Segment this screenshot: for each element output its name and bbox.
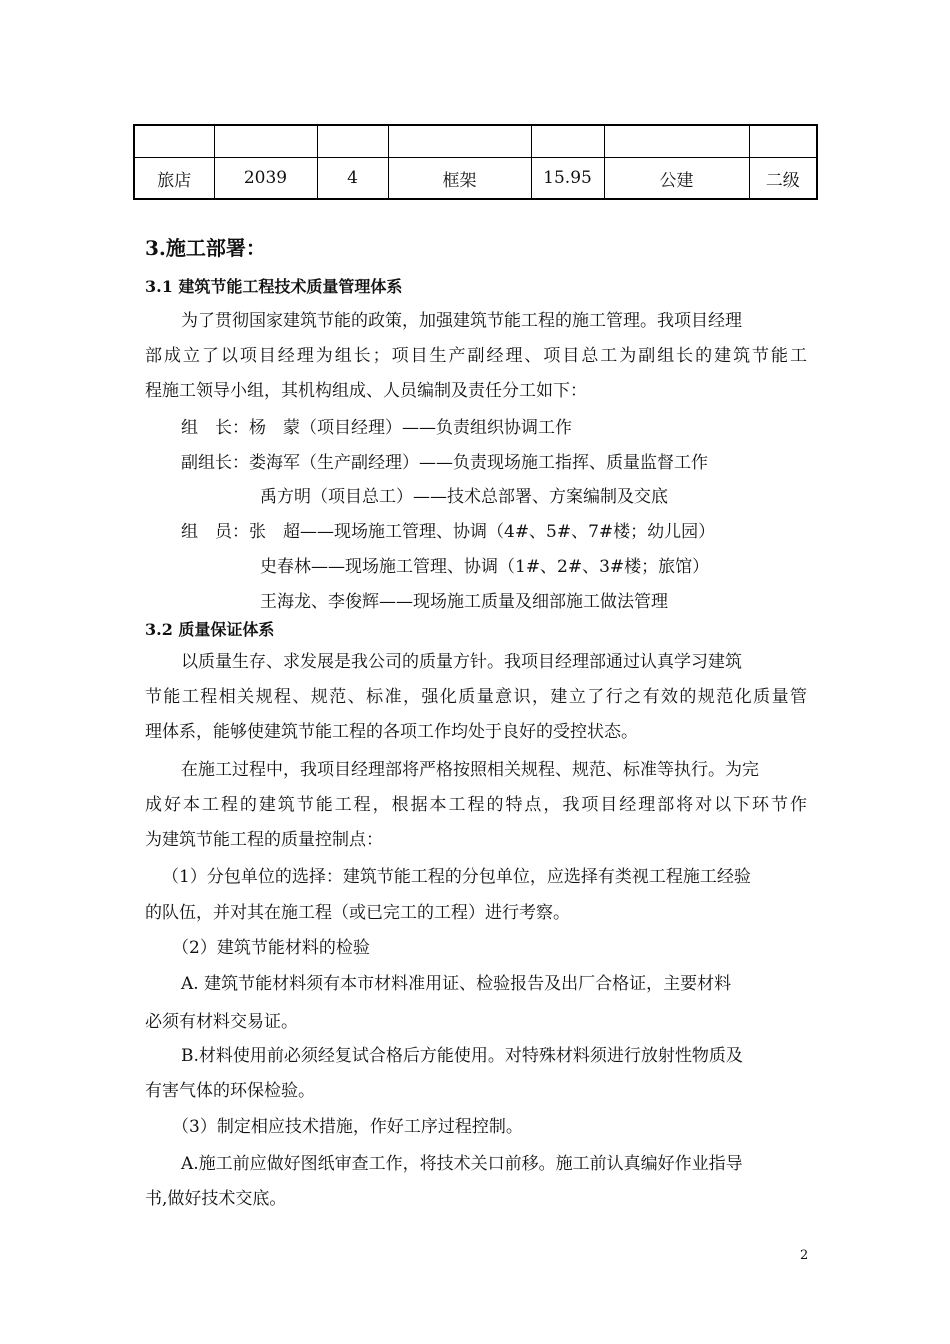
building-table (133, 124, 818, 200)
table-cell: 4 (317, 158, 388, 200)
team-member-line: 王海龙、李俊辉——现场施工质量及细部施工做法管理 (260, 592, 668, 612)
page-number: 2 (800, 1248, 809, 1263)
paragraph-line: 成好本工程的建筑节能工程，根据本工程的特点，我项目经理部将对以下环节作 (145, 795, 807, 815)
team-member-line: 史春林——现场施工管理、协调（1#、2#、3#楼；旅馆） (260, 557, 710, 577)
section-heading: 3.施工部署： (145, 236, 266, 260)
list-item-title: （3）制定相应技术措施，作好工序过程控制。 (172, 1117, 523, 1137)
table-cell (317, 125, 388, 158)
team-member-line: 禹方明（项目总工）——技术总部署、方案编制及交底 (260, 487, 668, 507)
paragraph-line: （1）分包单位的选择：建筑节能工程的分包单位，应选择有类视工程施工经验 (162, 867, 751, 887)
paragraph-line: 有害气体的环保检验。 (145, 1081, 315, 1101)
subsection-heading: 3.2 质量保证体系 (145, 620, 275, 639)
subsection-heading: 3.1 建筑节能工程技术质量管理体系 (145, 277, 403, 296)
table-cell (214, 125, 317, 158)
paragraph-line: 的队伍，并对其在施工程（或已完工的工程）进行考察。 (145, 903, 570, 923)
paragraph-line: B.材料使用前必须经复试合格后方能使用。对特殊材料须进行放射性物质及 (181, 1046, 743, 1066)
table-cell: 15.95 (531, 158, 604, 200)
paragraph-line: A.施工前应做好图纸审查工作，将技术关口前移。施工前认真编好作业指导 (181, 1154, 743, 1174)
table-cell: 旅店 (134, 158, 214, 200)
table-cell: 框架 (388, 158, 531, 200)
table-cell (134, 125, 214, 158)
table-cell (604, 125, 749, 158)
team-member-line: 副组长：娄海军（生产副经理）——负责现场施工指挥、质量监督工作 (181, 453, 708, 473)
paragraph-line: 理体系，能够使建筑节能工程的各项工作均处于良好的受控状态。 (145, 722, 638, 742)
team-member-line: 组 员：张 超——现场施工管理、协调（4#、5#、7#楼；幼儿园） (181, 522, 716, 542)
paragraph-line: 程施工领导小组，其机构组成、人员编制及责任分工如下： (145, 381, 587, 401)
list-item-title: （2）建筑节能材料的检验 (172, 938, 370, 958)
table-row (134, 125, 817, 158)
paragraph-line: 必须有材料交易证。 (145, 1012, 298, 1032)
table-row (134, 158, 817, 200)
table-cell: 2039 (214, 158, 317, 200)
paragraph-line: 在施工过程中，我项目经理部将严格按照相关规程、规范、标准等执行。为完 (181, 760, 759, 780)
team-member-line: 组 长：杨 蒙（项目经理）——负责组织协调工作 (181, 418, 572, 438)
table-cell (749, 125, 817, 158)
paragraph-line: 为建筑节能工程的质量控制点： (145, 830, 383, 850)
paragraph-line: 部成立了以项目经理为组长；项目生产副经理、项目总工为副组长的建筑节能工 (145, 346, 807, 366)
paragraph-line: 书,做好技术交底。 (145, 1189, 287, 1209)
paragraph-line: 节能工程相关规程、规范、标准，强化质量意识，建立了行之有效的规范化质量管 (145, 687, 807, 707)
table-cell: 公建 (604, 158, 749, 200)
table-cell (388, 125, 531, 158)
paragraph-line: A. 建筑节能材料须有本市材料准用证、检验报告及出厂合格证，主要材料 (181, 974, 732, 994)
paragraph-line: 为了贯彻国家建筑节能的政策，加强建筑节能工程的施工管理。我项目经理 (181, 311, 742, 331)
table-cell (531, 125, 604, 158)
paragraph-line: 以质量生存、求发展是我公司的质量方针。我项目经理部通过认真学习建筑 (181, 652, 742, 672)
table-cell: 二级 (749, 158, 817, 200)
